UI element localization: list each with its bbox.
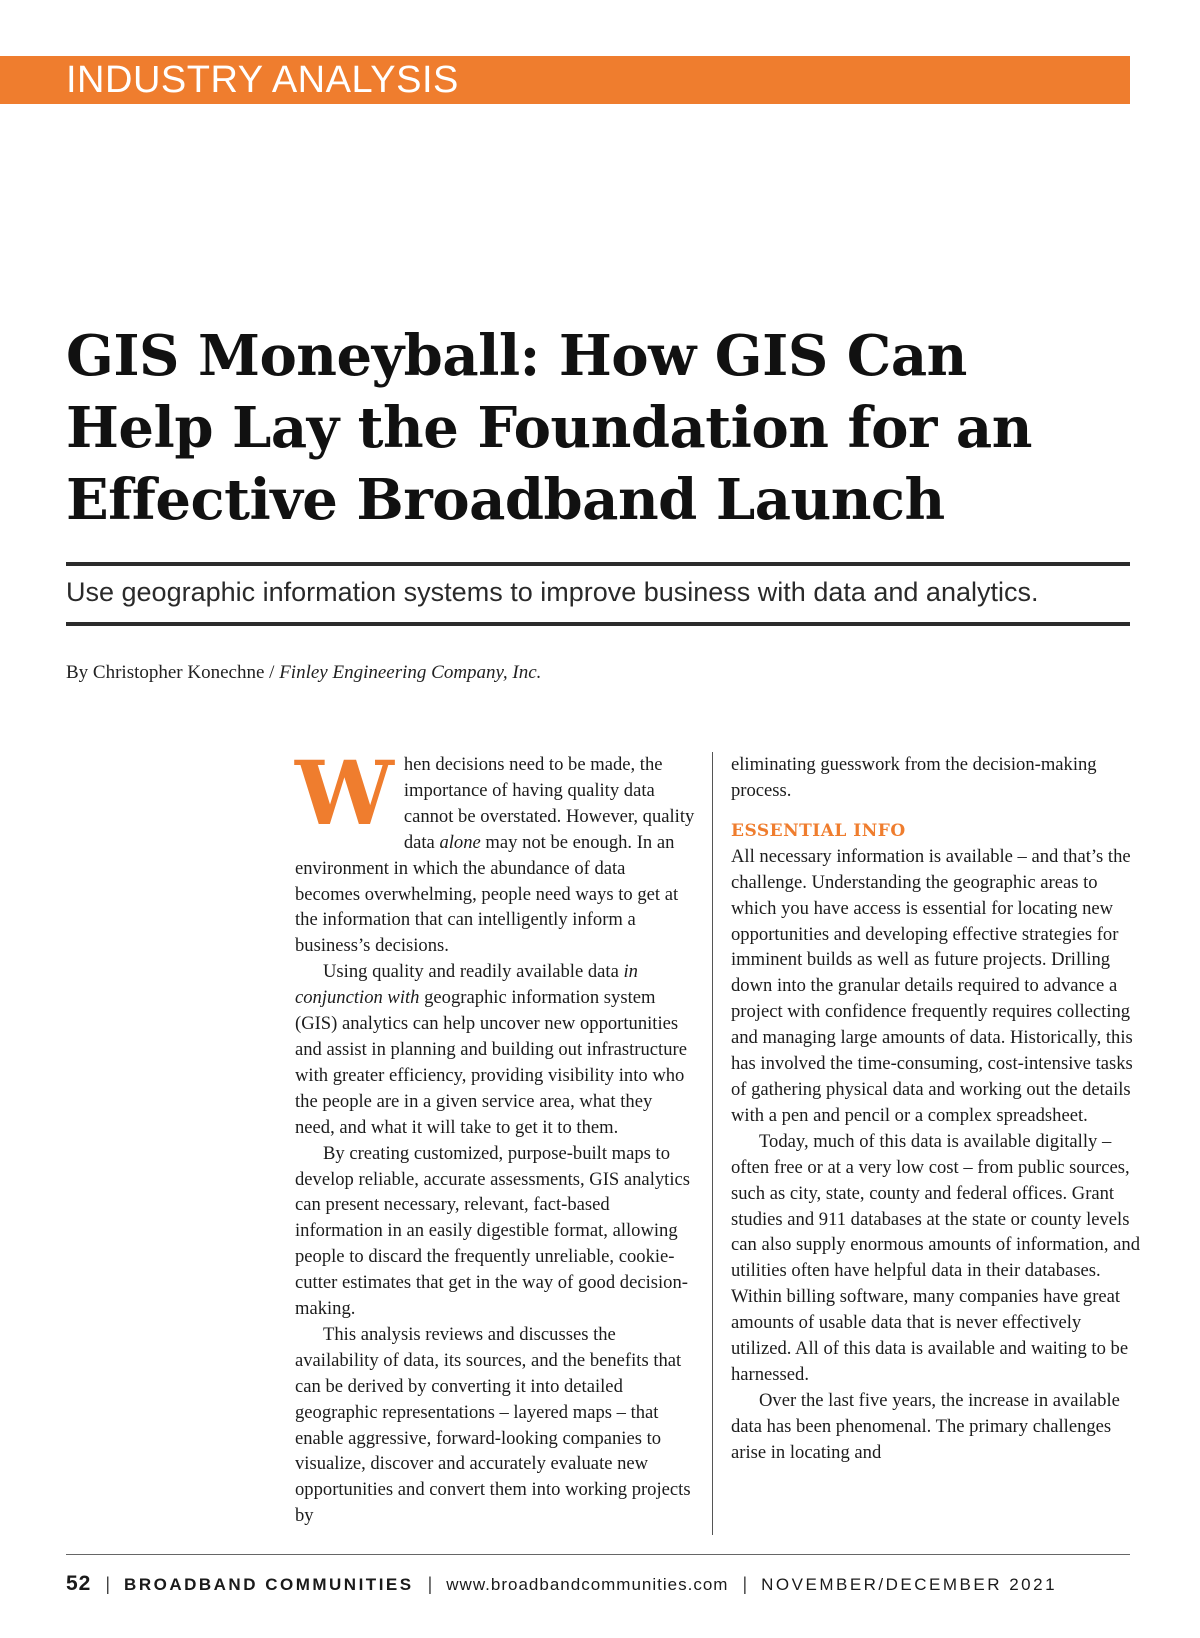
footer-separator: | bbox=[105, 1574, 111, 1594]
footer-rule bbox=[66, 1554, 1130, 1555]
byline-author: By Christopher Konechne / bbox=[66, 662, 280, 683]
body-column-right bbox=[731, 752, 1141, 1466]
issue-date: NOVEMBER/DECEMBER 2021 bbox=[761, 1575, 1058, 1594]
p2-emphasis: in conjunction with bbox=[295, 961, 638, 1009]
section-label: INDUSTRY ANALYSIS bbox=[66, 59, 459, 101]
publication-name: BROADBAND COMMUNITIES bbox=[124, 1575, 414, 1594]
article-title: GIS Moneyball: How GIS Can Help Lay the Foundation for an Effective Broadband Launch bbox=[66, 323, 1032, 533]
p2-text-start: Using quality and readily available data bbox=[323, 961, 624, 983]
paragraph-intro bbox=[295, 741, 695, 959]
publication-url: www.broadbandcommunities.com bbox=[446, 1575, 729, 1594]
paragraph-5: eliminating guesswork from the decision-making process. bbox=[731, 754, 1097, 801]
byline bbox=[66, 660, 541, 686]
intro-text-end: may not be enough. In an environment in which the abundance of data becomes overwhelming, people need ways to get at the information that can intelligently inform a business’s decisions. bbox=[295, 831, 679, 957]
footer-separator: | bbox=[427, 1574, 433, 1594]
paragraph-8: Over the last five years, the increase in available data has been phenomenal. The primary challenges arise in locating and bbox=[731, 1389, 1120, 1463]
article-subtitle: Use geographic information systems to improve business with data and analytics. bbox=[66, 577, 1039, 607]
page-number: 52 bbox=[66, 1572, 92, 1595]
p2-text-end: geographic information system (GIS) analytics can help uncover new opportunities and assist in planning and building out infrastructure with greater efficiency, providing visibility into who the people are in a given service area, what they need, and what it will take to get it to them. bbox=[295, 987, 687, 1138]
paragraph-3: By creating customized, purpose-built maps to develop reliable, accurate assessments, GIS analytics can present necessary, relevant, fact-based information in an easily digestible format, allowing people to discard the frequently unreliable, cookie-cutter estimates that get in the way of good decision-making. bbox=[295, 1142, 690, 1320]
page-footer bbox=[66, 1570, 1057, 1599]
subtitle-rule-bottom bbox=[66, 622, 1130, 626]
column-divider bbox=[712, 752, 713, 1535]
paragraph-4: This analysis reviews and discusses the availability of data, its sources, and the benefits that can be derived by converting it into detailed geographic representations – layered maps – that enable aggressive, forward-looking companies to visualize, discover and accurately evaluate new opportunities and convert them into working projects by bbox=[295, 1323, 691, 1527]
body-column-left bbox=[295, 741, 695, 1529]
paragraph-6: All necessary information is available – and that’s the challenge. Understanding the geographic areas to which you have access is essential for locating new opportunities and developing effective strategies for imminent builds as well as future projects. Drilling down into the granular details required to advance a project with confidence frequently requires collecting and managing large amounts of data. Historically, this has involved the time-consuming, cost-intensive tasks of gathering physical data and working out the details with a pen and pencil or a complex spreadsheet. bbox=[731, 845, 1133, 1126]
drop-cap: W bbox=[295, 741, 394, 845]
subtitle-rule-top bbox=[66, 562, 1130, 566]
section-banner bbox=[0, 56, 1130, 104]
paragraph-2 bbox=[295, 959, 695, 1140]
intro-emphasis: alone bbox=[439, 831, 481, 853]
byline-organization: Finley Engineering Company, Inc. bbox=[279, 662, 542, 683]
section-heading: ESSENTIAL INFO bbox=[731, 820, 906, 841]
paragraph-7: Today, much of this data is available digitally – often free or at a very low cost – from public sources, such as city, state, county and federal offices. Grant studies and 911 databases at the state or county levels can also supply enormous amounts of information, and utilities often have helpful data in their databases. Within billing software, many companies have great amounts of usable data that is never effectively utilized. All of this data is available and waiting to be harnessed. bbox=[731, 1130, 1140, 1385]
footer-separator: | bbox=[742, 1574, 748, 1594]
intro-text-start: hen decisions need to be made, the importance of having quality data cannot be overstated. However, quality data bbox=[403, 754, 695, 853]
